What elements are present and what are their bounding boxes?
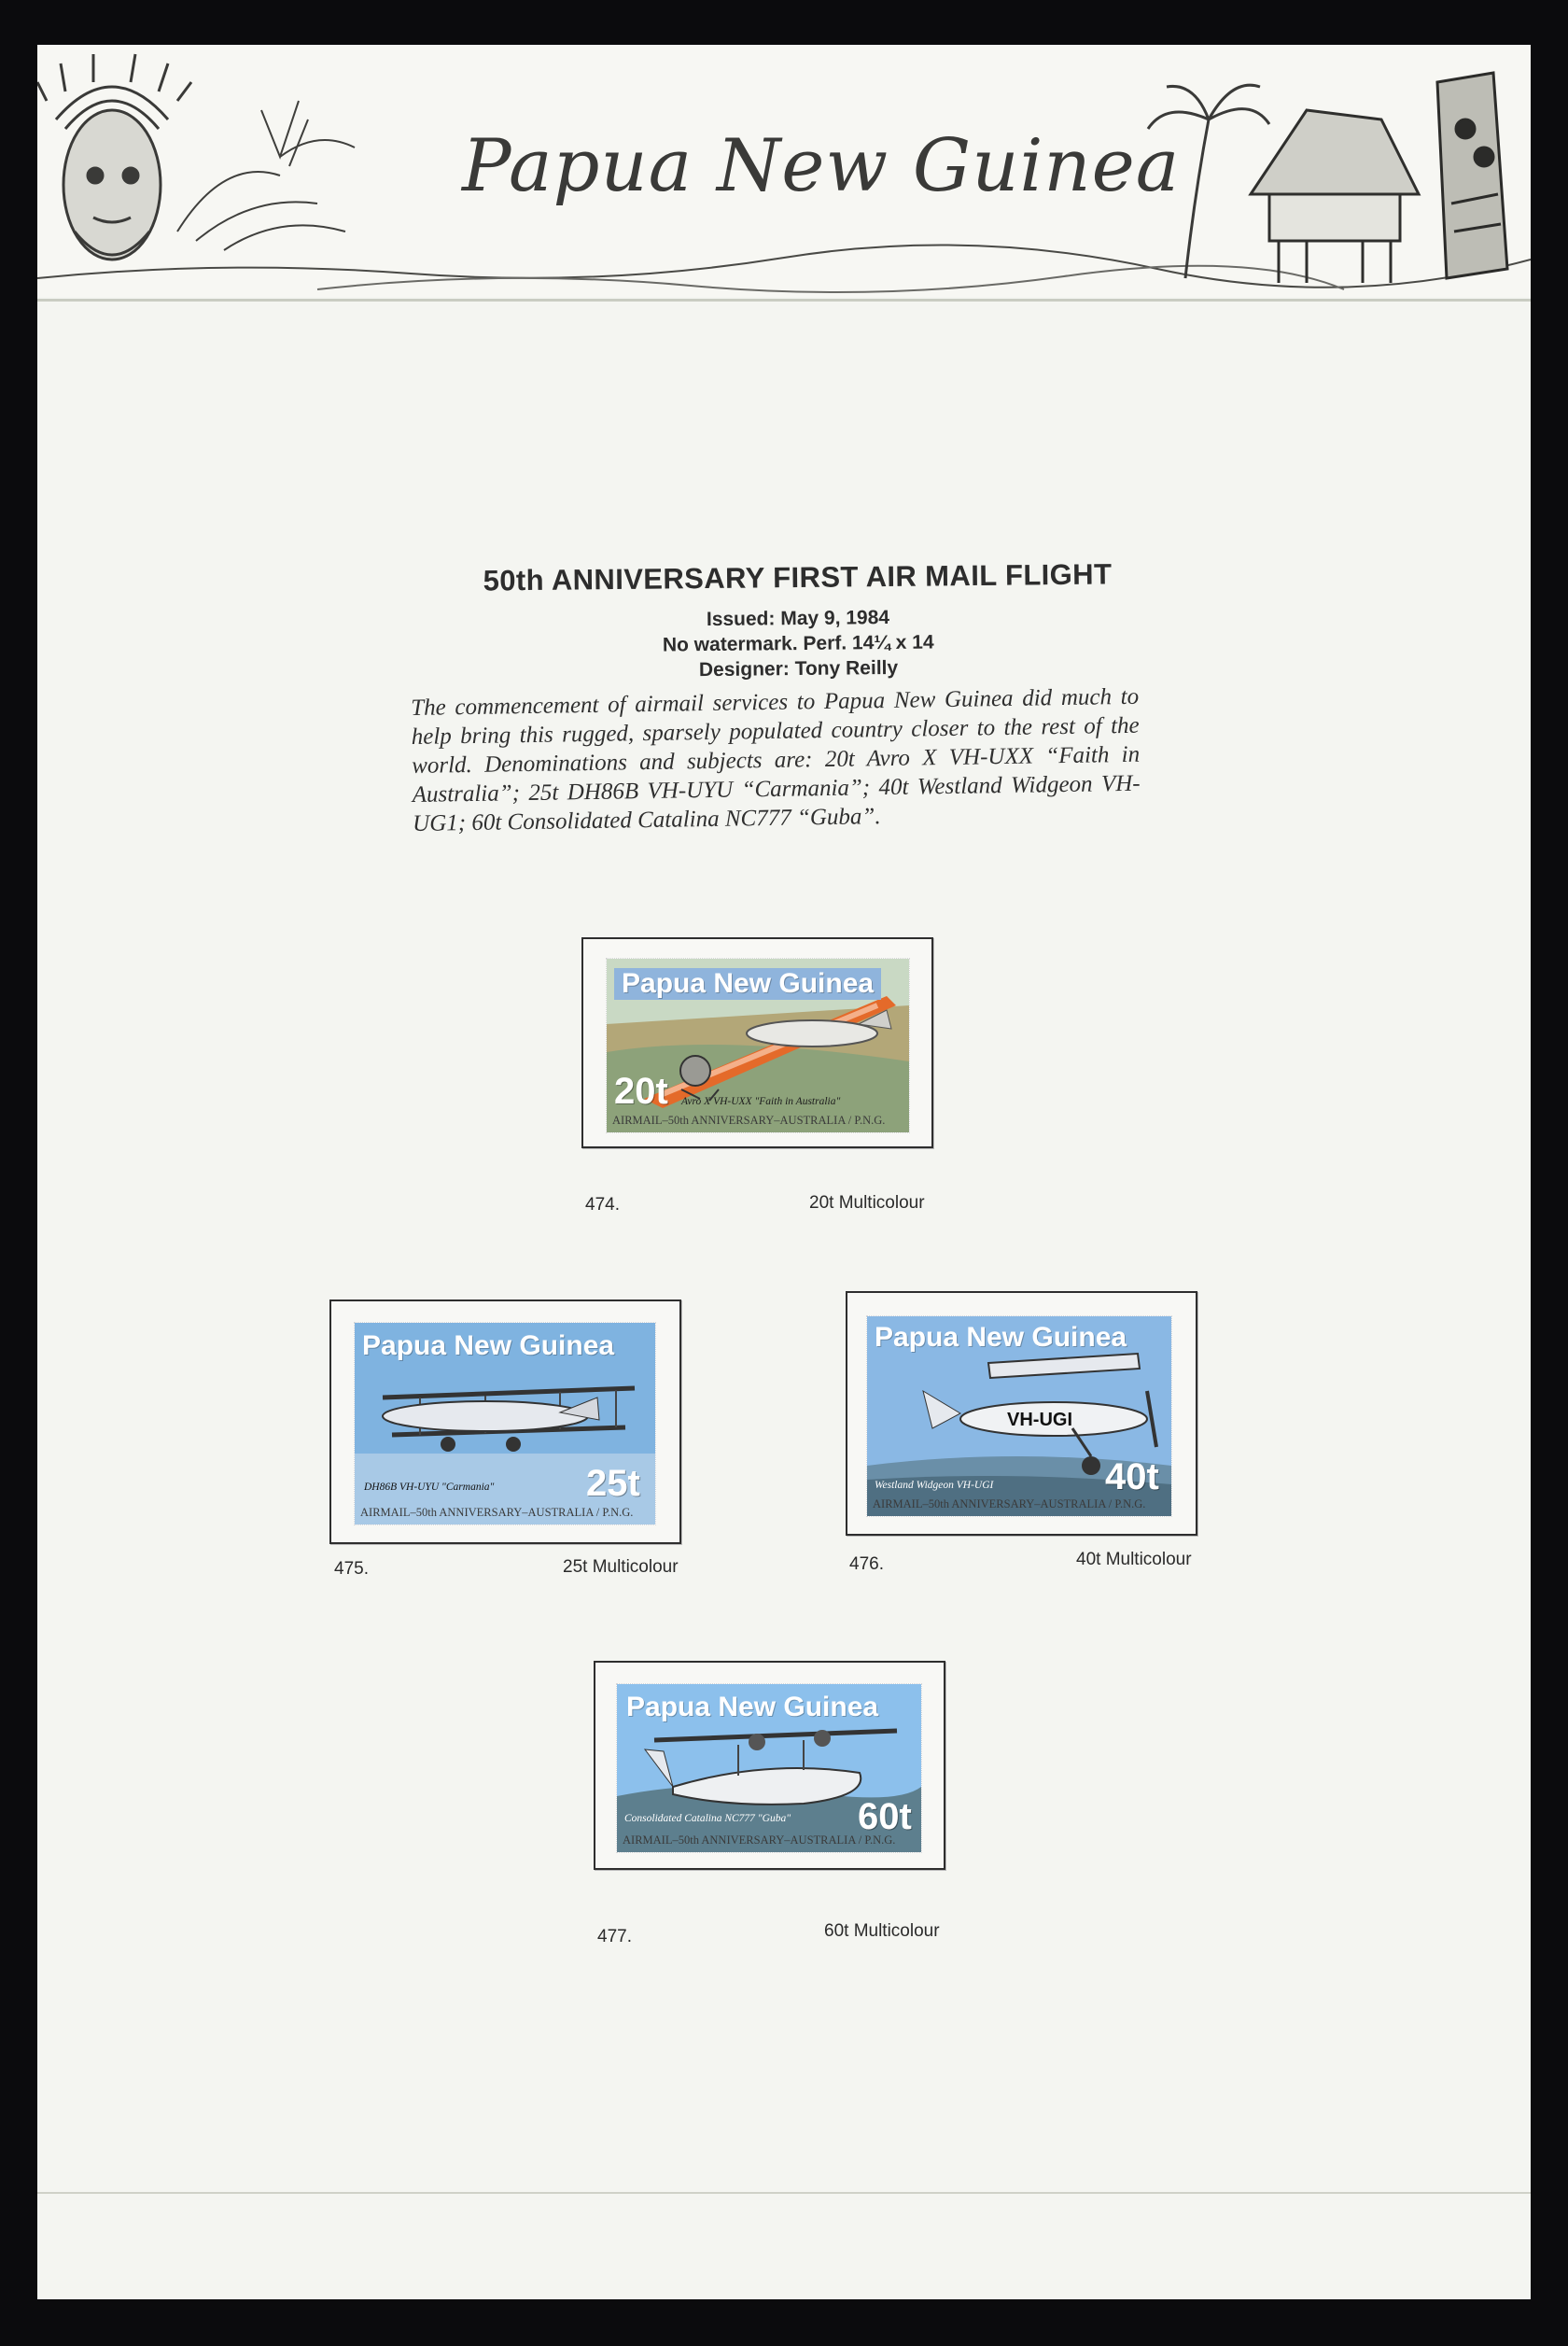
- stamp-mount-477: [594, 1661, 945, 1870]
- stamp-value: 40t: [1105, 1456, 1159, 1497]
- faint-show-through: [532, 512, 1055, 530]
- catalogue-number: 474.: [585, 1195, 620, 1215]
- stamp-description: 60t Multicolour: [824, 1921, 940, 1941]
- stamp-caption: Westland Widgeon VH-UGI: [875, 1480, 994, 1491]
- issue-heading: [405, 557, 1190, 686]
- page-title: Papua New Guinea: [462, 124, 1181, 208]
- issue-description: The commencement of airmail services to Papua New Guinea did much to help bring this rugged, sparsely populated country closer to the rest of the world. Denominations and subjects are: 20t Avro X VH-UXX “Faith in Australia”; 25t DH86B VH-UYU “Carmania”; 40t Westland Widgeon VH-UG1; 60t Consolidated Catalina NC777 “Guba”.: [411, 683, 1141, 836]
- stamp-caption: Avro X VH-UXX "Faith in Australia": [681, 1096, 841, 1107]
- stamp-airmail-line: AIRMAIL–50th ANNIVERSARY–AUSTRALIA / P.N.G.: [360, 1506, 634, 1519]
- stamp-airmail-line: AIRMAIL–50th ANNIVERSARY–AUSTRALIA / P.N.G.: [612, 1114, 886, 1127]
- catalogue-number: 476.: [849, 1554, 884, 1574]
- stamp-country: Papua New Guinea: [875, 1322, 1127, 1353]
- stamp-caption: Consolidated Catalina NC777 "Guba": [624, 1813, 791, 1824]
- footer-divider: [37, 2192, 1531, 2194]
- catalogue-number: 475.: [334, 1559, 369, 1579]
- stamp-airmail-line: AIRMAIL–50th ANNIVERSARY–AUSTRALIA / P.N.G.: [623, 1833, 896, 1847]
- stamp-mount-476: [846, 1291, 1197, 1536]
- stamp-475: [354, 1322, 656, 1525]
- catalogue-number: 477.: [597, 1927, 632, 1946]
- stamp-description: 20t Multicolour: [809, 1193, 925, 1213]
- stamp-value: 20t: [614, 1071, 668, 1112]
- stamp-477: [616, 1683, 922, 1853]
- stamp-caption: DH86B VH-UYU "Carmania": [364, 1482, 495, 1493]
- album-page: [37, 45, 1531, 2299]
- issue-date: Issued: May 9, 1984: [706, 606, 890, 631]
- stamp-description: 25t Multicolour: [563, 1557, 679, 1577]
- stamp-474: [606, 958, 910, 1133]
- stamp-value: 25t: [586, 1463, 640, 1504]
- aircraft-registration: VH-UGI: [1007, 1410, 1072, 1430]
- decorative-header: [37, 45, 1531, 297]
- issue-specs: No watermark. Perf. 14¼ x 14: [662, 631, 934, 656]
- stamp-country: Papua New Guinea: [614, 968, 881, 1000]
- stamp-airmail-line: AIRMAIL–50th ANNIVERSARY–AUSTRALIA / P.N.G.: [873, 1497, 1146, 1510]
- stamp-mount-474: [581, 937, 933, 1148]
- header-divider: [37, 299, 1531, 302]
- stamp-value: 60t: [858, 1796, 912, 1837]
- stamp-476: [866, 1315, 1172, 1517]
- stamp-mount-475: [329, 1299, 681, 1544]
- issue-title: 50th ANNIVERSARY FIRST AIR MAIL FLIGHT: [483, 557, 1113, 597]
- stamp-description: 40t Multicolour: [1076, 1550, 1192, 1569]
- stamp-country: Papua New Guinea: [626, 1692, 879, 1722]
- stamp-country: Papua New Guinea: [362, 1330, 615, 1361]
- issue-designer: Designer: Tony Reilly: [698, 656, 899, 681]
